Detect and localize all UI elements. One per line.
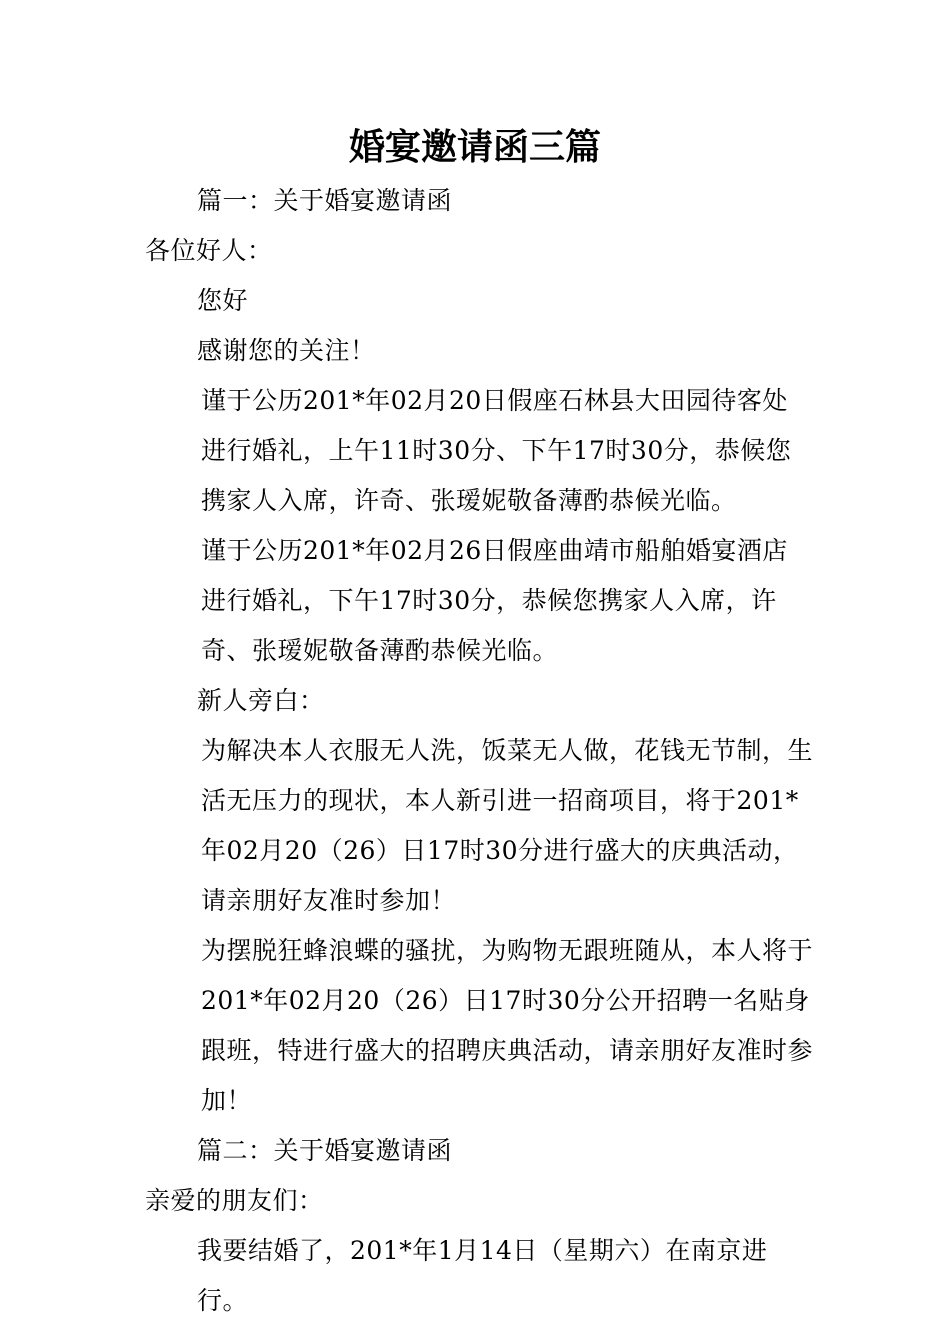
- paragraph: 篇二：关于婚宴邀请函: [197, 1136, 453, 1165]
- paragraph: 谨于公历201*年02月26日假座曲靖市船舶婚宴酒店进行婚礼，下午17时30分，恭候您携家人入席，许奇、张瑷妮敬备薄酌恭候光临。: [201, 536, 788, 665]
- document-body: [145, 176, 813, 1326]
- paragraph: 各位好人：: [145, 236, 273, 265]
- document-title: 婚宴邀请函三篇: [348, 127, 601, 168]
- paragraph: 您好: [197, 286, 249, 315]
- paragraph: 我要结婚了，201*年1月14日（星期六）在南京进行。: [197, 1236, 768, 1315]
- paragraph: 新人旁白：: [197, 686, 325, 715]
- paragraph: 为解决本人衣服无人洗，饭菜无人做，花钱无节制，生活无压力的现状，本人新引进一招商项目，将于201*年02月20（26）日17时30分进行盛大的庆典活动，请亲朋好友准时参加！: [201, 736, 814, 915]
- paragraph: 感谢您的关注！: [197, 336, 376, 365]
- paragraph: 为摆脱狂蜂浪蝶的骚扰，为购物无跟班随从，本人将于201*年02月20（26）日17时30分公开招聘一名贴身跟班，特进行盛大的招聘庆典活动，请亲朋好友准时参加！: [201, 936, 814, 1115]
- paragraph: 亲爱的朋友们：: [145, 1186, 324, 1215]
- paragraph: 谨于公历201*年02月20日假座石林县大田园待客处进行婚礼，上午11时30分、下午17时30分，恭候您携家人入席，许奇、张瑷妮敬备薄酌恭候光临。: [201, 386, 792, 515]
- paragraph: 篇一：关于婚宴邀请函: [197, 186, 453, 215]
